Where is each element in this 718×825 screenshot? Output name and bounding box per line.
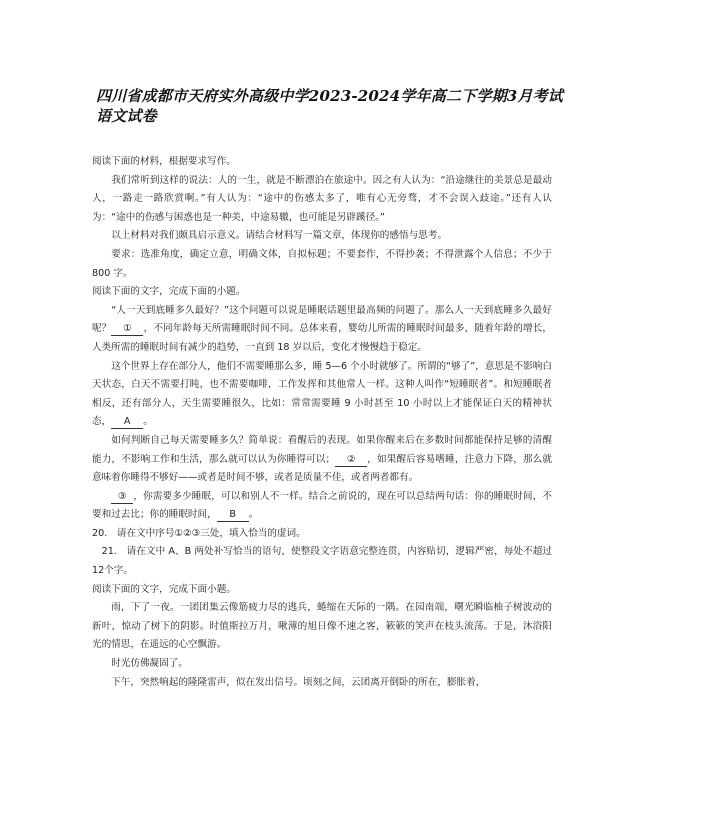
blank-a: A [111, 416, 143, 429]
document-body [92, 153, 552, 692]
blank-3: ③ [111, 491, 133, 504]
blank-2: ② [335, 454, 367, 467]
reading1-p4-text-a: ，你需要多少睡眠，可以和别人不一样。结合之前说的，现在可以总结两句话：你的睡眠时间，不要和过去比；你的睡眠时间， [92, 490, 552, 521]
reading1-p2-text-b: 。 [143, 416, 153, 428]
reading1-p4-text-b: 。 [248, 509, 259, 521]
reading2-paragraph-2: 时光仿佛凝固了。 [111, 658, 188, 670]
reading1-paragraph-1 [92, 302, 552, 358]
reading1-p3-text-b: ，如果醒后容易嗜睡，注意力下降，那么就意味着你睡得不够好——或者是时间不够，或者是质量不佳，或者两者都有。 [92, 453, 553, 484]
blank-b: B [217, 509, 249, 522]
reading1-instruction: 阅读下面的文字，完成下面的小题。 [92, 286, 246, 298]
reading2-paragraph-1: 雨，下了一夜。一团团集云像筋疲力尽的逃兵，蜷缩在天际的一隅。在园南端，曙光瞬临柚子树波动的新叶，惊动了树下的阴影。时值斯拉万月，啾薄的旭日像不速之客，簌簌的笑声在枝头流荡。于是，沐浴阳光的情思，在遥远的心空飘游。 [92, 602, 552, 651]
reading1-paragraph-4 [92, 488, 552, 525]
page-title: 四川省成都市天府实外高级中学2023-2024学年高二下学期3月考试语文试卷 [96, 87, 563, 125]
reading1-p1-text-b: ，不同年龄每天所需睡眠时间不同。总体来看，婴幼儿所需的睡眠时间最多，随着年龄的增长，人类所需的睡眠时间有减少的趋势，一直到 18 岁以后，变化才慢慢趋于稳定。 [92, 323, 553, 353]
question-21: 21. 请在文中 A、B 两处补写恰当的语句，使整段文字语意完整连贯，内容贴切，逻辑严密，每处不超过 12个字。 [92, 546, 552, 577]
reading2-instruction: 阅读下面的文字，完成下面小题。 [92, 583, 236, 595]
writing-instruction: 阅读下面的材料，根据要求写作。 [92, 156, 236, 167]
reading1-p2-text-a: 这个世界上存在部分人，他们不需要睡那么多，睡 5—6 个小时就够了。所谓的“够了”，意思是不影响白天状态，白天不需要打盹，也不需要咖啡，工作发挥和其他常人一样。这种人叫作“短睡眠者”。和短睡眠者相反，还有部分人，天生需要睡很久，比如：常常需要睡 9 小时甚至 10 小时以上才能保证白天的精神状态， [92, 360, 552, 428]
reading2-paragraph-3: 下午，突然响起的隆隆雷声，似在发出信号。顷刻之间，云团离开倒卧的所在，膨胀着， [111, 676, 486, 688]
question-20: 20. 请在文中序号①②③三处，填入恰当的虚词。 [92, 527, 306, 539]
reading1-p1-text-a: “人一天到底睡多久最好？”这个问题可以说是睡眠话题里最高频的问题了。那么人一天到底睡多久最好呢？ [92, 304, 552, 335]
writing-material-paragraph: 我们常听到这样的说法：人的一生，就是不断漂泊在旅途中。因之有人认为：“沿途继往的美景总是最动人，一路走一路欣赏啊。”有人认为：“途中的伤感太多了，唯有心无旁骛，才不会误入歧途。”还有人认为：“途中的伤感与困惑也是一种美，中途易辙，也可能是另辟蹊径。” [92, 174, 552, 223]
writing-requirements-paragraph: 要求：选准角度，确定立意，明确文体，自拟标题；不要套作，不得抄袭；不得泄露个人信息；不少于 800 字。 [92, 248, 552, 279]
blank-1: ① [111, 323, 143, 336]
reading1-paragraph-3 [92, 432, 552, 488]
writing-prompt-paragraph: 以上材料对我们颇具启示意义。请结合材料写一篇文章，体现你的感悟与思考。 [111, 230, 447, 242]
reading1-paragraph-2 [92, 358, 552, 432]
reading1-p3-text-a: 如何判断自己每天需要睡多久？简单说：看醒后的表现。如果你醒来后在多数时间都能保持足够的清醒能力，不影响工作和生活，那么就可以认为你睡得可以； [92, 434, 552, 465]
